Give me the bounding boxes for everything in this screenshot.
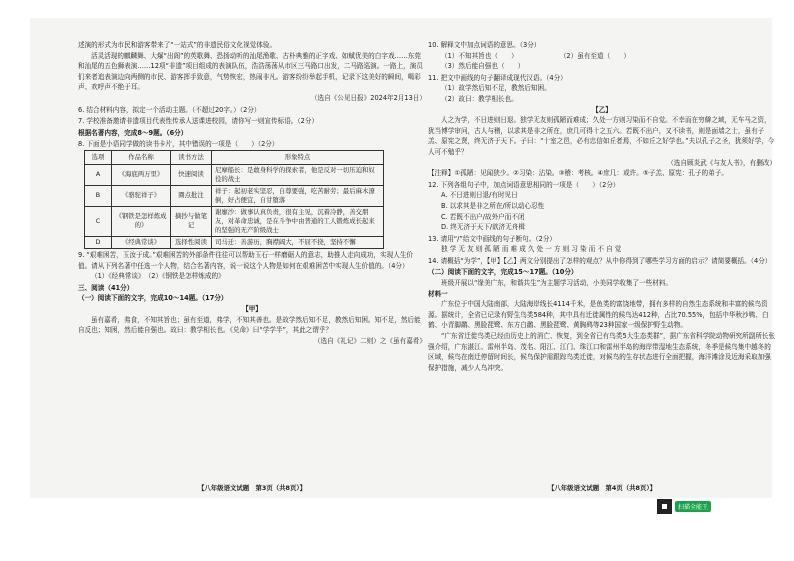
question-12-option-a: A. 不日进则日退/有时见日	[441, 191, 518, 200]
question-9-options: （1）《经典常谈》 （2）《钢铁是怎样炼成的》	[91, 272, 225, 281]
part-3-heading: 三、阅读（41分）	[78, 283, 134, 292]
table-cell: 圈点批注	[171, 185, 212, 206]
scanner-watermark	[657, 499, 715, 513]
question-10-item: （1）不知其旨也（ ）	[441, 51, 518, 60]
page-3	[78, 40, 426, 498]
text-yi: 人之为学，不日进则日退。独学无友则孤陋而难成；久处一方则习染而不自觉。不幸而在穷僻之域，无车马之资，犹当博学审问，古人与稽，以求其是非之所在，庶几可得十之五六。若既不出户，又不读书，则是面墙之士，虽有子羔、原宪之贤，终无济于天下。子曰：“十室之邑，必有忠信如丘者焉，不如丘之好学也。”夫以孔子之圣，犹须好学，今人可不勉乎？	[428, 116, 775, 156]
question-12-option-b: B. 以求其是非之所在/所以动心忍性	[441, 201, 545, 210]
table-header-row	[85, 150, 384, 164]
part-3-1-heading: （一）阅读下面的文字，完成10～14题。（17分）	[78, 294, 228, 303]
table-cell: 《钢铁是怎样炼成的》	[112, 206, 171, 236]
question-12: 12. 下列各组句子中，加点词语意思相同的一项是（ ）（2分）	[428, 180, 620, 189]
table-cell: 谢廖沙：做事认真负责，很有主见，沉着冷静，善交朋友，对革命忠诚，是在斗争中由普通的工人锻炼成长起来的坚强的无产阶级战士	[212, 206, 384, 236]
table-header: 作品名称	[112, 150, 171, 164]
table-cell: A	[85, 164, 112, 185]
scanned-sheet	[30, 18, 776, 498]
table-cell: 选择性阅读	[171, 236, 212, 248]
reading-heading: 根据名著内容，完成8～9题。（6分）	[78, 128, 188, 137]
material-1-text-2: “广东省迁徙鸟类已经由历史上的消亡、恢复，到全省已有鸟类5大生态类群”，据广东省科学院动物研究所副所长张强介绍，广东湛江、雷州半岛、茂名、阳江、江门、珠江口和雷州半岛的海岸带湿地生态系统，冬季是候鸟集中越冬的区域，候鸟在南迁停留时间长，候鸟保护需跟踪鸟类迁徙，对候鸟的生存状态进行全面把握，海洋滩涂及近海采取加强保护措施，减少人鸟冲突。	[428, 332, 776, 372]
page-footer: 【八年级语文试题 第3页（共8页）】	[198, 484, 306, 493]
intro-paragraph: 活灵活现的麒麟舞、大爆“出阁”的英歌舞、恐扬动听的汕尾渔歌、古朴典雅的正字戏、如赋优美的白字戏……东莞和汕尾的五色狮表演……12项“非遗”项目组成的表演队伍，浩浩荡荡从市区三马路口出发，二马路巡演。一路上，演员们来者追表演边向两侧的市民、游客挥手致意，气势恢宏，热闹非凡。游客纷纷举起手机，记录下这美好的瞬间，喝彩声、欢呼声不绝于耳。	[78, 51, 423, 92]
table-cell: 《海底两万里》	[112, 164, 171, 185]
question-10-item: （3）然后能自强也（ ）	[441, 62, 525, 71]
table-row	[85, 164, 384, 185]
table-header: 读书方法	[171, 150, 212, 164]
table-cell: 司马迁：善游历，胸襟阔大，不屈不挠，坚持不懈	[212, 236, 384, 248]
annotation-notes: 【注释】①孤陋：见闻狭少。②习染：沾染。③稽：考核。④庶几：或许。⑤子羔、原宪：孔子的弟子。	[428, 169, 728, 178]
qr-code-icon	[657, 499, 672, 514]
question-6: 6. 结合材料内容，拟定一个活动主题。（不超过20字。）（2分）	[78, 105, 261, 114]
activity-intro: 班级开展以“缘美广东，和谐共生”为主题学习活动，小美同学收集了一些材料。	[441, 279, 673, 288]
question-10-item: （2）虽有至道（ ）	[559, 51, 630, 60]
text-jia-label: 【甲】	[242, 304, 262, 313]
table-row	[85, 185, 384, 206]
table-cell: 尼摩船长：是敢身科学的探索者，他是反对一切压迫和奴役的战士	[212, 164, 384, 185]
page-4	[428, 40, 776, 498]
question-10: 10. 解释文中加点词语的意思。（3分）	[428, 41, 541, 49]
part-3-2-heading: （二）阅读下面的文字，完成15～17题。（10分）	[428, 268, 578, 277]
page-footer: 【八年级语文试题 第4页（共8页）】	[548, 484, 656, 493]
intro-line: 述演的形式为市民和游客带来了“一站式”的非遗民俗文化视觉体验。	[78, 41, 277, 49]
text-yi-source: （选自顾炎武《与友人书》，有删改）	[667, 158, 776, 167]
table-cell: 《骆驼祥子》	[112, 185, 171, 206]
reading-card-table	[84, 150, 384, 249]
question-7: 7. 学校准备邀请非遗项目代表性传承人送课进校园，请你写一则宣传标语。（2分）	[78, 117, 319, 126]
table-cell: B	[85, 185, 112, 206]
text-jia-source: （选自《礼记》二则）之《虽有嘉肴》	[313, 336, 426, 345]
question-9: 9. “艰难困苦，玉汝于成。”艰难困苦的外部条件往往可以帮助玉石一样磨砺人的意志，助推人走向成功，实现人生价值。请从下列名著中任选一个人物，结合名著内容，说一说这个人物是如何在艰难困苦中实现人生价值的。（4分）	[78, 250, 414, 270]
question-12-option-d: D. 终无济于天下/欲济无舟楫	[441, 223, 526, 232]
table-cell: D	[85, 236, 112, 248]
question-14: 14. 请概括“为学”，【甲】【乙】两文分别提出了怎样的观点？从中你得到了哪些学习方面的启示？请简要概括。（4分）	[428, 256, 772, 265]
table-cell: 祥子：起初老实坚忍，自尊要强，吃苦耐劳；最后麻木潦倒，好占便宜，自甘堕落	[212, 185, 384, 206]
table-cell: 《经典常谈》	[112, 236, 171, 248]
table-header: 形象特点	[212, 150, 384, 164]
intro-source: （选自《公见日报》2024年2月13日）	[310, 93, 426, 102]
table-header: 选项	[85, 150, 112, 164]
question-11-item: （2）故曰：教学相长也。	[441, 94, 518, 103]
question-13-sentence: 独 学 无 友 则 孤 陋 而 难 成 久 处 一 方 则 习 染 而 不 自 觉	[441, 245, 622, 254]
table-row	[85, 206, 384, 236]
material-1-text: 广东位于中国大陆南部，大陆海岸线长4114千米，是鱼类的富饶地带，拥有多样的自然生态系统和丰富的候鸟资源。据统计，全省已记录有野生鸟类584种，其中具有迁徙属性的候鸟达412种，占比70.55%，包括中华秋沙鸭、白鹤、小青脚鹬、黑脸琵鹭、东方白鹳、黑脸琵鹭、黄胸鹀等23种国家一级保护野生动物。	[428, 300, 769, 330]
question-10-items	[428, 51, 776, 62]
question-11-item: （1）故学然后知不足，教然后知困。	[441, 84, 551, 93]
question-11: 11. 把文中画线的句子翻译成现代汉语。（4分）	[428, 73, 567, 82]
table-cell: C	[85, 206, 112, 236]
table-cell: 快速阅读	[171, 164, 212, 185]
text-yi-label: 【乙】	[592, 105, 612, 114]
question-12-option-c: C. 若既不出户/故外户而不闭	[441, 212, 525, 221]
question-13: 13. 请用“/”给文中画线的句子断句。（2分）	[428, 234, 557, 243]
table-cell: 摘抄与做笔记	[171, 206, 212, 236]
material-1-label: 材料一	[428, 289, 448, 298]
table-row	[85, 236, 384, 248]
text-jia: 虽有嘉肴，弗食，不知其旨也；虽有至道，弗学，不知其善也。是故学然后知不足，教然后知困。知不足，然后能自反也；知困，然后能自强也。故曰：教学相长也。《兑命》曰“学学半”，其此之谓乎？	[78, 315, 421, 335]
scanner-badge: 扫描全能王	[675, 501, 711, 512]
question-8: 8. 下面是小语同学做的读书卡片，其中错误的一项是（ ）（2分）	[78, 140, 279, 149]
